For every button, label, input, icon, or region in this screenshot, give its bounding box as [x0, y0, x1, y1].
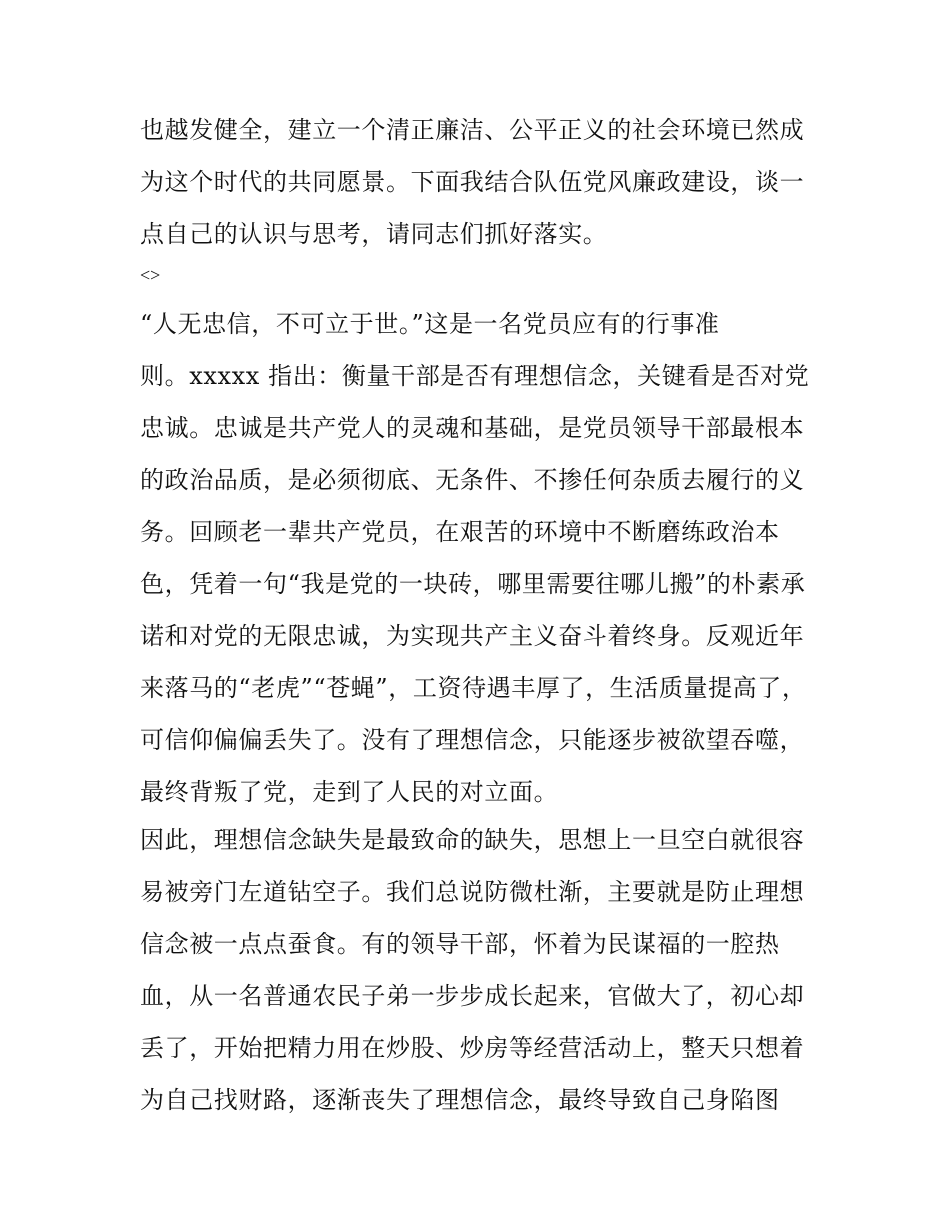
text-line: 可信仰偏偏丢失了。没有了理想信念，只能逐步被欲望吞噬， [140, 726, 805, 754]
text-line: 血，从一名普通农民子弟一步步成长起来，官做大了，初心却 [140, 982, 805, 1010]
text-line: 的政治品质，是必须彻底、无条件、不掺任何杂质去履行的义 [140, 466, 805, 494]
text-line: 也越发健全，建立一个清正廉洁、公平正义的社会环境已然成 [140, 116, 805, 144]
text-line: 丢了，开始把精力用在炒股、炒房等经营活动上，整天只想着 [140, 1034, 805, 1062]
text-line: 忠诚。忠诚是共产党人的灵魂和基础，是党员领导干部最根本 [140, 414, 805, 442]
text-line: 易被旁门左道钻空子。我们总说防微杜渐，主要就是防止理想 [140, 878, 805, 906]
text-line: 最终背叛了党，走到了人民的对立面。 [140, 778, 559, 806]
text-line: 则。xxxxx 指出：衡量干部是否有理想信念，关键看是否对党 [140, 362, 810, 390]
text-line: 因此，理想信念缺失是最致命的缺失，思想上一旦空白就很容 [140, 826, 805, 854]
text-line: 信念被一点点蚕食。有的领导干部，怀着为民谋福的一腔热 [140, 930, 780, 958]
text-line: 色，凭着一句“我是党的一块砖，哪里需要往哪儿搬”的朴素承 [140, 570, 806, 598]
text-line: 点自己的认识与思考，请同志们抓好落实。 [140, 220, 608, 248]
section-marker: <> [140, 265, 161, 285]
text-line: 来落马的“老虎”“苍蝇”，工资待遇丰厚了，生活质量提高了， [140, 674, 807, 702]
text-line: 为这个时代的共同愿景。下面我结合队伍党风廉政建设，谈一 [140, 168, 805, 196]
text-line: “人无忠信，不可立于世。”这是一名党员应有的行事准 [140, 310, 720, 338]
text-line: 为自己找财路，逐渐丧失了理想信念，最终导致自己身陷图 [140, 1086, 780, 1114]
text-line: 诺和对党的无限忠诚，为实现共产主义奋斗着终身。反观近年 [140, 622, 805, 650]
text-line: 务。回顾老一辈共产党员，在艰苦的环境中不断磨练政治本 [140, 518, 780, 546]
